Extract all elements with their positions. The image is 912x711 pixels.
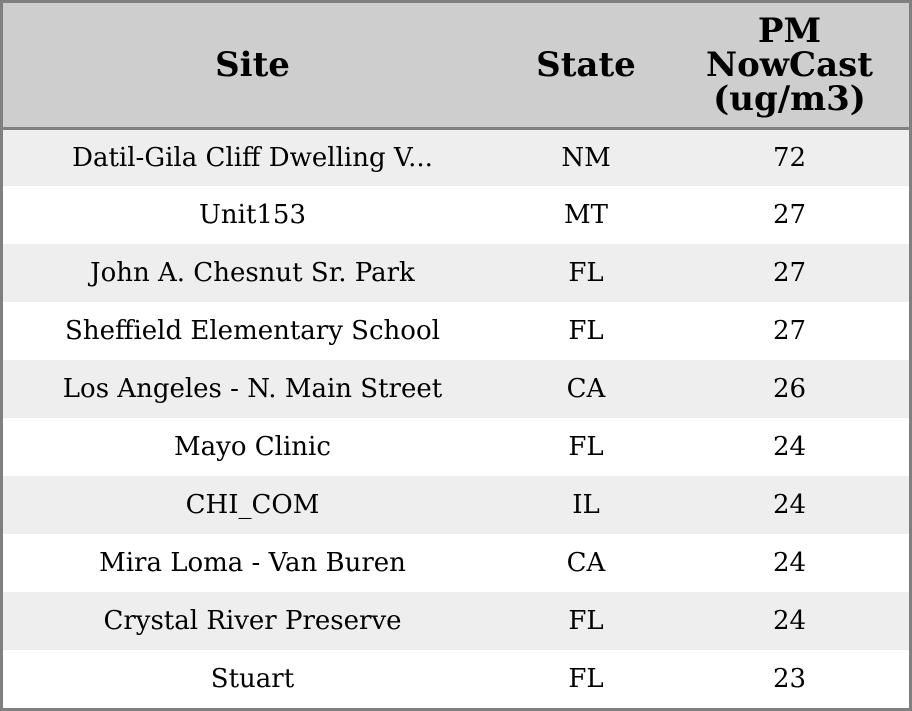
column-header-pm-line-3: (ug/m3) [713,78,866,119]
pm-value-cell: 27 [772,316,807,346]
pm-value-cell: 27 [772,200,807,230]
column-header-site-line: Site [215,44,290,85]
pm-value-cell: 72 [772,142,807,173]
state-cell: FL [568,432,604,462]
column-header-site [3,3,502,128]
table-row [3,476,909,534]
column-header-pm-nowcast [670,3,909,128]
table-row [3,128,909,186]
state-cell: NM [561,142,611,173]
site-cell: John A. Chesnut Sr. Park [90,258,415,288]
site-cell: Unit153 [198,200,307,230]
state-cell: MT [564,200,608,230]
table-row [3,534,909,592]
column-header-pm-line-1: PM [757,10,822,51]
state-cell: FL [568,606,604,636]
state-cell: CA [566,374,606,404]
pm-value-cell: 24 [772,490,807,520]
site-cell: Los Angeles - N. Main Street [62,374,443,404]
pm-value-cell: 24 [772,432,807,462]
table-header [3,3,909,128]
site-cell: CHI_COM [185,490,320,520]
state-cell: FL [568,316,604,346]
table-row [3,418,909,476]
table-row [3,650,909,708]
table-row [3,302,909,360]
column-header-state-line: State [536,44,636,85]
pm-nowcast-table [3,3,909,708]
pm-value-cell: 23 [772,664,807,694]
pm-value-cell: 26 [772,374,807,404]
site-cell: Mira Loma - Van Buren [99,548,406,578]
pm-value-cell: 24 [772,606,807,636]
pm-value-cell: 27 [772,258,807,288]
state-cell: FL [568,664,604,694]
table-row [3,360,909,418]
site-cell: Stuart [210,664,295,694]
state-cell: CA [566,548,606,578]
table-row [3,244,909,302]
site-cell: Datil-Gila Cliff Dwelling V... [72,142,433,173]
state-cell: FL [568,258,604,288]
site-cell: Mayo Clinic [174,432,331,462]
table-row [3,592,909,650]
table-row [3,186,909,244]
header-row [3,3,909,128]
pm-value-cell: 24 [772,548,807,578]
column-header-state [502,3,670,128]
state-cell: IL [572,490,600,520]
table-body [3,128,909,708]
site-cell: Crystal River Preserve [103,606,402,636]
site-cell: Sheffield Elementary School [65,316,440,346]
column-header-pm-line-2: NowCast [706,44,873,85]
